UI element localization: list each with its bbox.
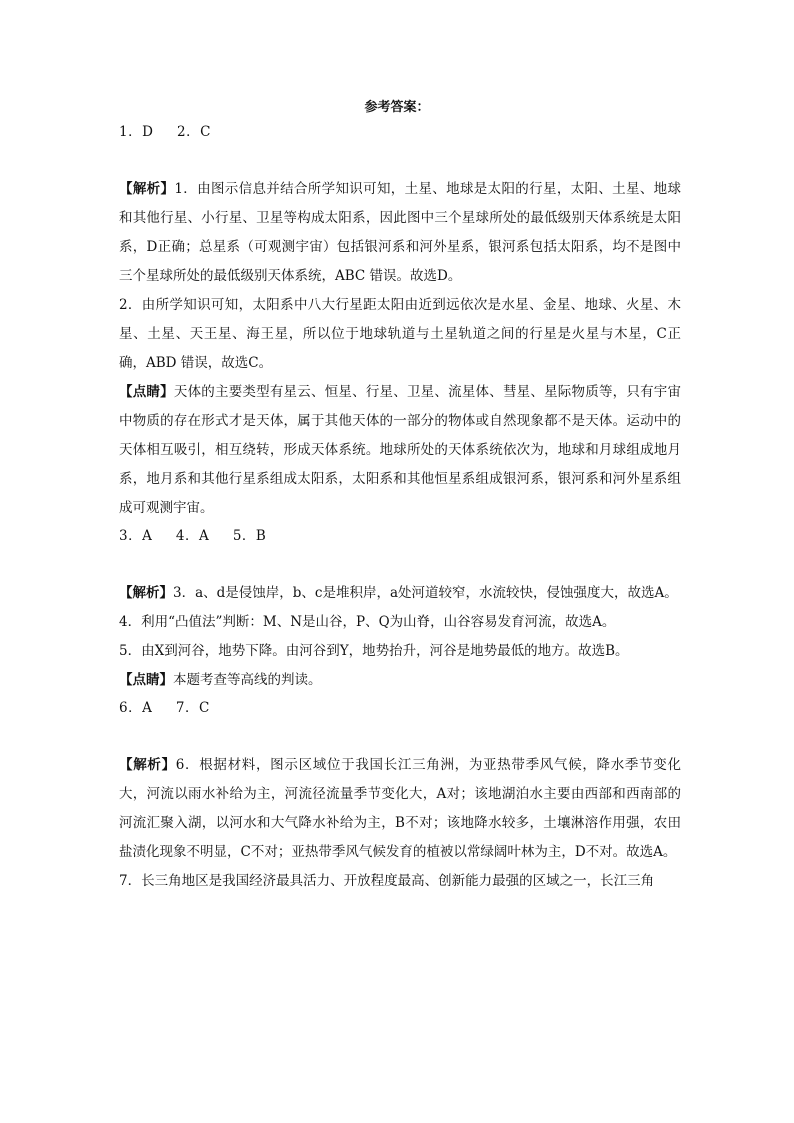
spacer — [119, 719, 681, 751]
analysis-paragraph: 2．由所学知识可知，太阳系中八大行星距太阳由近到远依次是水星、金星、地球、火星、木星、土星、天王星、海王星，所以位于地球轨道与土星轨道之间的行星是火星与木星，C正确，ABD 错误，故选C。 — [119, 297, 682, 371]
analysis-paragraph: 7．长三角地区是我国经济最具活力、开放程度最高、创新能力最强的区域之一，长江三角 — [119, 873, 655, 889]
comment-paragraph — [119, 378, 681, 523]
answer-line-3-5: 3．A 4．A 5．B — [119, 528, 267, 544]
analysis-text: 6．根据材料，图示区域位于我国长江三角洲，为亚热带季风气候，降水季节变化大，河流以雨水补给为主，河流径流量季节变化大，A对；该地湖泊水主要由西部和西南部的河流汇聚入湖，以河水和大气降水补给为主，B不对；该地降水较多，土壤淋溶作用强，农田盐渍化现象不明显，C不对；亚热带季风气候发育的植被以常绿阔叶林为主，D不对。故选A。 — [119, 757, 682, 860]
comment-paragraph — [119, 666, 681, 695]
analysis-text: 3．a、d是侵蚀岸，b、c是堆积岸，a处河道较窄，水流较快，侵蚀强度大，故选A。 — [173, 585, 678, 601]
analysis-paragraph: 4．利用“凸值法”判断：M、N是山谷，P、Q为山脊，山谷容易发育河流，故选A。 — [119, 614, 616, 630]
page-title: 参考答案： — [364, 100, 430, 115]
answer-content — [119, 121, 681, 896]
answer-line-1-2: 1．D 2．C — [119, 124, 211, 140]
analysis-tag: 【解析】 — [119, 181, 175, 197]
comment-tag: 【点睛】 — [119, 672, 173, 688]
comment-text: 本题考查等高线的判读。 — [173, 672, 322, 688]
analysis-paragraph — [119, 579, 681, 608]
analysis-tag: 【解析】 — [119, 585, 173, 601]
answer-line-6-7: 6．A 7．C — [119, 700, 210, 716]
spacer — [119, 143, 681, 175]
analysis-paragraph — [119, 175, 681, 291]
spacer — [119, 547, 681, 579]
comment-text: 天体的主要类型有星云、恒星、行星、卫星、流星体、彗星、星际物质等，只有宇宙中物质的存在形式才是天体，属于其他天体的一部分的物体或自然现象都不是天体。运动中的天体相互吸引，相互绕转，形成天体系统。地球所处的天体系统依次为，地球和月球组成地月系，地月系和其他行星系组成太阳系，太阳系和其他恒星系组成银河系，银河系和河外星系组成可观测宇宙。 — [119, 384, 682, 516]
analysis-paragraph — [119, 751, 681, 867]
analysis-text: 1．由图示信息并结合所学知识可知，土星、地球是太阳的行星，太阳、土星、地球和其他行星、小行星、卫星等构成太阳系，因此图中三个星球所处的最低级别天体系统是太阳系，D正确；总星系（可观测宇宙）包括银河系和河外星系，银河系包括太阳系，均不是图中三个星球所处的最低级别天体系统，ABC 错误。故选D。 — [119, 181, 681, 284]
analysis-tag: 【解析】 — [119, 757, 176, 773]
comment-tag: 【点睛】 — [119, 384, 174, 400]
analysis-paragraph: 5．由X到河谷，地势下降。由河谷到Y，地势抬升，河谷是地势最低的地方。故选B。 — [119, 643, 629, 659]
